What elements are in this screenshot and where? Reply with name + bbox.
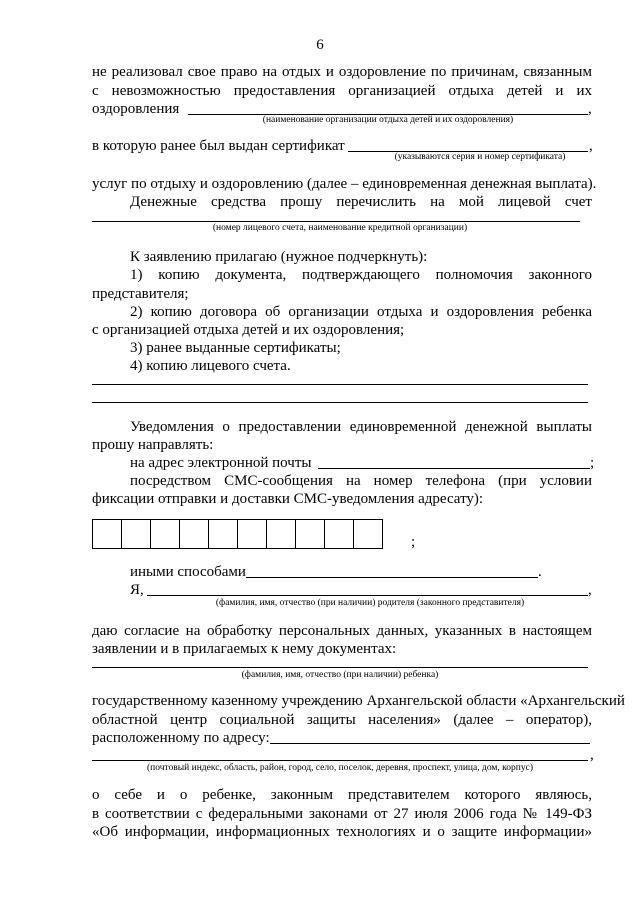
comma: , [590, 747, 594, 763]
extra-attachment-field[interactable] [92, 384, 588, 385]
field-label: в которую ранее был выдан сертификат [92, 138, 345, 154]
extra-attachment-field[interactable] [92, 402, 588, 403]
attachment-item[interactable]: 4) копию лицевого счета. [130, 358, 291, 374]
phone-digit-cell[interactable] [179, 519, 209, 549]
other-method-field[interactable] [246, 577, 538, 578]
text-line: с невозможностью предоставления организацией отдыха детей и их [92, 83, 592, 99]
parent-name-field[interactable] [147, 595, 588, 596]
period: . [538, 564, 542, 580]
email-field[interactable] [318, 468, 590, 469]
text-line: в соответствии с федеральными законами от 27 июля 2006 года № 149-ФЗ [92, 806, 592, 822]
phone-digit-cell[interactable] [121, 519, 151, 549]
phone-digit-cell[interactable] [353, 519, 383, 549]
field-label: Я, [130, 582, 144, 598]
text-line: «Об информации, информационных технологиях и о защите информации» [92, 824, 592, 840]
attachment-item[interactable]: 3) ранее выданные сертификаты; [130, 340, 341, 356]
phone-digit-cell[interactable] [208, 519, 238, 549]
semicolon: ; [411, 534, 416, 550]
phone-digit-cell[interactable] [324, 519, 354, 549]
text-line: К заявлению прилагаю (нужное подчеркнуть): [130, 249, 428, 265]
phone-number-grid[interactable] [92, 519, 383, 549]
field-caption: (фамилия, имя, отчество (при наличии) родителя (законного представителя) [215, 598, 525, 608]
field-caption: (указываются серия и номер сертификата) [394, 152, 566, 162]
phone-digit-cell[interactable] [295, 519, 325, 549]
text-line: не реализовал свое право на отдых и оздоровление по причинам, связанным [92, 64, 592, 80]
account-number-field[interactable] [92, 221, 580, 222]
text-line: прошу направлять: [92, 437, 214, 453]
phone-digit-cell[interactable] [266, 519, 296, 549]
text-line [92, 563, 592, 581]
text-line [92, 729, 592, 747]
text-line: заявлении и в прилагаемых к нему документах: [92, 641, 397, 657]
phone-digit-cell[interactable] [150, 519, 180, 549]
attachment-item[interactable]: представителя; [92, 286, 189, 302]
field-label: расположенному по адресу: [92, 730, 270, 746]
semicolon: ; [590, 455, 595, 471]
child-name-field[interactable] [92, 667, 588, 668]
text-line [92, 454, 592, 472]
text-line: Уведомления о предоставлении единовременной денежной выплаты [130, 419, 592, 435]
text-line: областной центр социальной защиты населения» (далее – оператор), [92, 712, 592, 728]
text-line: государственному казенному учреждению Архангельской области «Архангельский [92, 693, 625, 709]
text-line: Денежные средства прошу перечислить на мой лицевой счет [130, 194, 592, 210]
comma: , [588, 101, 592, 117]
field-caption: (наименование организации отдыха детей и их оздоровления) [262, 115, 514, 125]
text-line: фиксации отправки и доставки СМС-уведомления адресату): [92, 491, 484, 507]
field-label: иными способами [130, 564, 246, 580]
comma: , [588, 582, 592, 598]
phone-digit-cell[interactable] [237, 519, 267, 549]
text-line: даю согласие на обработку персональных данных, указанных в настоящем [92, 623, 592, 639]
attachment-item[interactable]: с организацией отдыха детей и их оздоровления; [92, 322, 405, 338]
field-caption: (номер лицевого счета, наименование кредитной организации) [212, 223, 468, 233]
field-caption: (фамилия, имя, отчество (при наличии) ребенка) [241, 670, 439, 680]
text-line [92, 581, 592, 599]
text-line: услуг по отдыху и оздоровлению (далее – единовременная денежная выплата). [92, 176, 597, 192]
field-label: на адрес электронной почты [130, 455, 312, 471]
text-line: о себе и о ребенке, законным представителем которого являюсь, [92, 787, 592, 803]
field-caption: (почтовый индекс, область, район, город, село, поселок, деревня, проспект, улица, дом, корпус) [146, 763, 533, 773]
attachment-item[interactable]: 2) копию договора об организации отдыха и оздоровления ребенка [130, 304, 592, 320]
field-label: оздоровления [92, 101, 180, 117]
comma: , [589, 138, 593, 154]
address-field-continued[interactable] [92, 760, 588, 761]
page-number: 6 [316, 37, 324, 53]
text-line: посредством СМС-сообщения на номер телефона (при условии [130, 473, 592, 489]
address-field[interactable] [270, 743, 590, 744]
phone-digit-cell[interactable] [92, 519, 122, 549]
attachment-item[interactable]: 1) копию документа, подтверждающего полномочия законного [130, 267, 592, 283]
